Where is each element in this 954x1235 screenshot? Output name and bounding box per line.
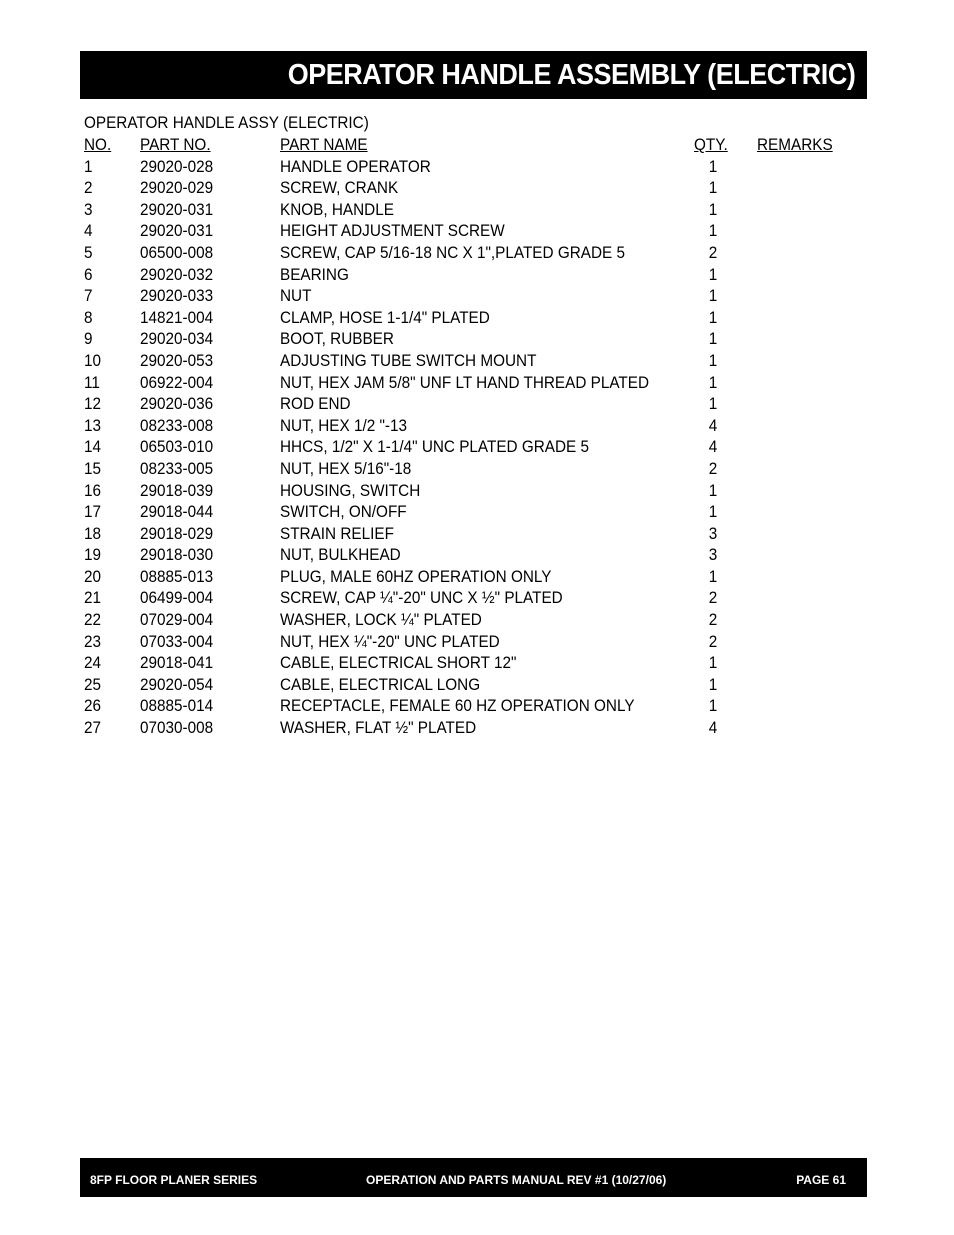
cell-qty: 1 bbox=[708, 480, 718, 500]
cell-no: 7 bbox=[84, 286, 93, 306]
cell-qty: 2 bbox=[708, 588, 718, 608]
table-row bbox=[84, 587, 864, 609]
cell-part-name: NUT, BULKHEAD bbox=[280, 545, 401, 565]
cell-qty: 1 bbox=[708, 199, 718, 219]
cell-part-no: 08885-014 bbox=[140, 696, 214, 716]
cell-qty: 1 bbox=[708, 394, 718, 414]
cell-no: 14 bbox=[84, 437, 102, 457]
cell-part-name: HHCS, 1/2" X 1-1/4" UNC PLATED GRADE 5 bbox=[280, 437, 590, 457]
cell-no: 24 bbox=[84, 653, 102, 673]
cell-qty: 2 bbox=[708, 458, 718, 478]
table-row bbox=[84, 631, 864, 653]
cell-part-no: 07033-004 bbox=[140, 631, 214, 651]
cell-qty: 1 bbox=[708, 653, 718, 673]
cell-part-no: 14821-004 bbox=[140, 307, 214, 327]
cell-part-name: SCREW, CAP 5/16-18 NC X 1",PLATED GRADE 5 bbox=[280, 242, 625, 262]
cell-qty: 2 bbox=[708, 242, 718, 262]
cell-part-no: 29020-031 bbox=[140, 221, 214, 241]
cell-no: 19 bbox=[84, 545, 102, 565]
cell-part-name: BEARING bbox=[280, 264, 349, 284]
cell-qty: 3 bbox=[708, 523, 718, 543]
column-header-no: NO. bbox=[84, 135, 112, 154]
table-row bbox=[84, 695, 864, 717]
cell-part-name: BOOT, RUBBER bbox=[280, 329, 394, 349]
cell-part-no: 29020-036 bbox=[140, 394, 214, 414]
cell-part-no: 07029-004 bbox=[140, 610, 214, 630]
cell-qty: 4 bbox=[708, 718, 718, 738]
cell-no: 9 bbox=[84, 329, 93, 349]
table-row bbox=[84, 372, 864, 394]
cell-qty: 2 bbox=[708, 610, 718, 630]
column-header-remarks: REMARKS bbox=[757, 135, 833, 154]
cell-no: 5 bbox=[84, 242, 93, 262]
cell-qty: 4 bbox=[708, 415, 718, 435]
table-row bbox=[84, 415, 864, 437]
table-row bbox=[84, 156, 864, 178]
cell-no: 16 bbox=[84, 480, 102, 500]
page-header-bar bbox=[80, 51, 867, 99]
cell-no: 23 bbox=[84, 631, 102, 651]
cell-no: 21 bbox=[84, 588, 102, 608]
cell-no: 1 bbox=[84, 156, 93, 176]
table-row bbox=[84, 609, 864, 631]
cell-no: 18 bbox=[84, 523, 102, 543]
table-row bbox=[84, 480, 864, 502]
table-row bbox=[84, 350, 864, 372]
footer-page-number: PAGE 61 bbox=[796, 1173, 846, 1187]
cell-part-name: KNOB, HANDLE bbox=[280, 199, 394, 219]
table-row bbox=[84, 436, 864, 458]
cell-part-no: 08885-013 bbox=[140, 566, 214, 586]
cell-no: 26 bbox=[84, 696, 102, 716]
cell-part-name: STRAIN RELIEF bbox=[280, 523, 394, 543]
cell-qty: 1 bbox=[708, 286, 718, 306]
cell-part-no: 29020-032 bbox=[140, 264, 214, 284]
column-header-part-no: PART NO. bbox=[140, 135, 211, 154]
cell-part-name: NUT, HEX JAM 5/8" UNF LT HAND THREAD PLATED bbox=[280, 372, 650, 392]
cell-qty: 4 bbox=[708, 437, 718, 457]
table-row bbox=[84, 717, 864, 739]
column-header-qty: QTY. bbox=[694, 135, 728, 154]
table-row bbox=[84, 393, 864, 415]
table-row bbox=[84, 652, 864, 674]
cell-no: 15 bbox=[84, 458, 102, 478]
cell-qty: 1 bbox=[708, 372, 718, 392]
cell-part-name: HEIGHT ADJUSTMENT SCREW bbox=[280, 221, 505, 241]
cell-no: 11 bbox=[84, 372, 100, 392]
table-row bbox=[84, 307, 864, 329]
cell-part-no: 08233-005 bbox=[140, 458, 214, 478]
cell-qty: 1 bbox=[708, 178, 718, 198]
table-row bbox=[84, 220, 864, 242]
cell-part-no: 29020-054 bbox=[140, 674, 214, 694]
cell-qty: 1 bbox=[708, 221, 718, 241]
cell-no: 12 bbox=[84, 394, 102, 414]
cell-part-name: CABLE, ELECTRICAL SHORT 12" bbox=[280, 653, 517, 673]
cell-part-no: 29020-034 bbox=[140, 329, 214, 349]
cell-part-no: 06500-008 bbox=[140, 242, 214, 262]
cell-part-name: PLUG, MALE 60HZ OPERATION ONLY bbox=[280, 566, 552, 586]
cell-part-name: ADJUSTING TUBE SWITCH MOUNT bbox=[280, 350, 537, 370]
cell-qty: 1 bbox=[708, 156, 718, 176]
cell-part-name: HANDLE OPERATOR bbox=[280, 156, 431, 176]
cell-part-name: CLAMP, HOSE 1-1/4" PLATED bbox=[280, 307, 490, 327]
cell-part-name: NUT bbox=[280, 286, 312, 306]
cell-no: 2 bbox=[84, 178, 93, 198]
table-row bbox=[84, 199, 864, 221]
cell-part-name: ROD END bbox=[280, 394, 351, 414]
parts-table-header bbox=[84, 134, 864, 156]
cell-part-name: HOUSING, SWITCH bbox=[280, 480, 421, 500]
footer-manual-title: OPERATION AND PARTS MANUAL REV #1 (10/27/06) bbox=[366, 1173, 667, 1187]
cell-part-no: 29018-041 bbox=[140, 653, 214, 673]
parts-table bbox=[84, 134, 864, 739]
cell-part-no: 29018-029 bbox=[140, 523, 214, 543]
cell-no: 3 bbox=[84, 199, 93, 219]
cell-part-name: WASHER, FLAT ½" PLATED bbox=[280, 718, 477, 738]
cell-qty: 1 bbox=[708, 329, 718, 349]
cell-part-name: NUT, HEX ¼"-20" UNC PLATED bbox=[280, 631, 500, 651]
cell-part-name: SWITCH, ON/OFF bbox=[280, 502, 407, 522]
cell-qty: 1 bbox=[708, 350, 718, 370]
cell-no: 13 bbox=[84, 415, 102, 435]
section-title: OPERATOR HANDLE ASSY (ELECTRIC) bbox=[84, 113, 369, 132]
table-row bbox=[84, 285, 864, 307]
cell-no: 10 bbox=[84, 350, 102, 370]
cell-part-no: 29020-033 bbox=[140, 286, 214, 306]
table-row bbox=[84, 242, 864, 264]
table-row bbox=[84, 566, 864, 588]
cell-no: 22 bbox=[84, 610, 102, 630]
table-row bbox=[84, 458, 864, 480]
column-header-part-name: PART NAME bbox=[280, 135, 368, 154]
cell-part-no: 06503-010 bbox=[140, 437, 214, 457]
cell-part-no: 08233-008 bbox=[140, 415, 214, 435]
cell-part-name: NUT, HEX 1/2 "-13 bbox=[280, 415, 408, 435]
cell-no: 17 bbox=[84, 502, 102, 522]
table-row bbox=[84, 523, 864, 545]
cell-qty: 3 bbox=[708, 545, 718, 565]
cell-part-name: NUT, HEX 5/16"-18 bbox=[280, 458, 412, 478]
cell-qty: 1 bbox=[708, 264, 718, 284]
table-row bbox=[84, 674, 864, 696]
cell-part-no: 29018-044 bbox=[140, 502, 214, 522]
page-footer-bar bbox=[80, 1158, 867, 1197]
cell-qty: 1 bbox=[708, 502, 718, 522]
parts-table-body bbox=[84, 156, 864, 739]
cell-part-name: CABLE, ELECTRICAL LONG bbox=[280, 674, 481, 694]
cell-part-no: 06499-004 bbox=[140, 588, 214, 608]
cell-no: 8 bbox=[84, 307, 93, 327]
cell-no: 20 bbox=[84, 566, 102, 586]
table-row bbox=[84, 177, 864, 199]
cell-no: 4 bbox=[84, 221, 93, 241]
table-row bbox=[84, 328, 864, 350]
cell-part-no: 29020-031 bbox=[140, 199, 214, 219]
cell-qty: 1 bbox=[708, 696, 718, 716]
page-title: OPERATOR HANDLE ASSEMBLY (ELECTRIC) bbox=[287, 59, 855, 91]
cell-part-name: SCREW, CRANK bbox=[280, 178, 399, 198]
table-row bbox=[84, 501, 864, 523]
cell-part-no: 29018-030 bbox=[140, 545, 214, 565]
cell-part-no: 29020-028 bbox=[140, 156, 214, 176]
cell-qty: 1 bbox=[708, 674, 718, 694]
cell-part-name: WASHER, LOCK ¼" PLATED bbox=[280, 610, 482, 630]
cell-no: 27 bbox=[84, 718, 102, 738]
cell-qty: 2 bbox=[708, 631, 718, 651]
table-row bbox=[84, 264, 864, 286]
cell-part-name: SCREW, CAP ¼"-20" UNC X ½" PLATED bbox=[280, 588, 563, 608]
cell-part-no: 06922-004 bbox=[140, 372, 214, 392]
cell-no: 6 bbox=[84, 264, 93, 284]
cell-part-no: 29020-029 bbox=[140, 178, 214, 198]
cell-part-no: 07030-008 bbox=[140, 718, 214, 738]
cell-no: 25 bbox=[84, 674, 102, 694]
cell-qty: 1 bbox=[708, 566, 718, 586]
cell-part-name: RECEPTACLE, FEMALE 60 HZ OPERATION ONLY bbox=[280, 696, 635, 716]
table-row bbox=[84, 544, 864, 566]
cell-part-no: 29020-053 bbox=[140, 350, 214, 370]
cell-part-no: 29018-039 bbox=[140, 480, 214, 500]
cell-qty: 1 bbox=[708, 307, 718, 327]
footer-series-name: 8FP FLOOR PLANER SERIES bbox=[90, 1173, 258, 1187]
